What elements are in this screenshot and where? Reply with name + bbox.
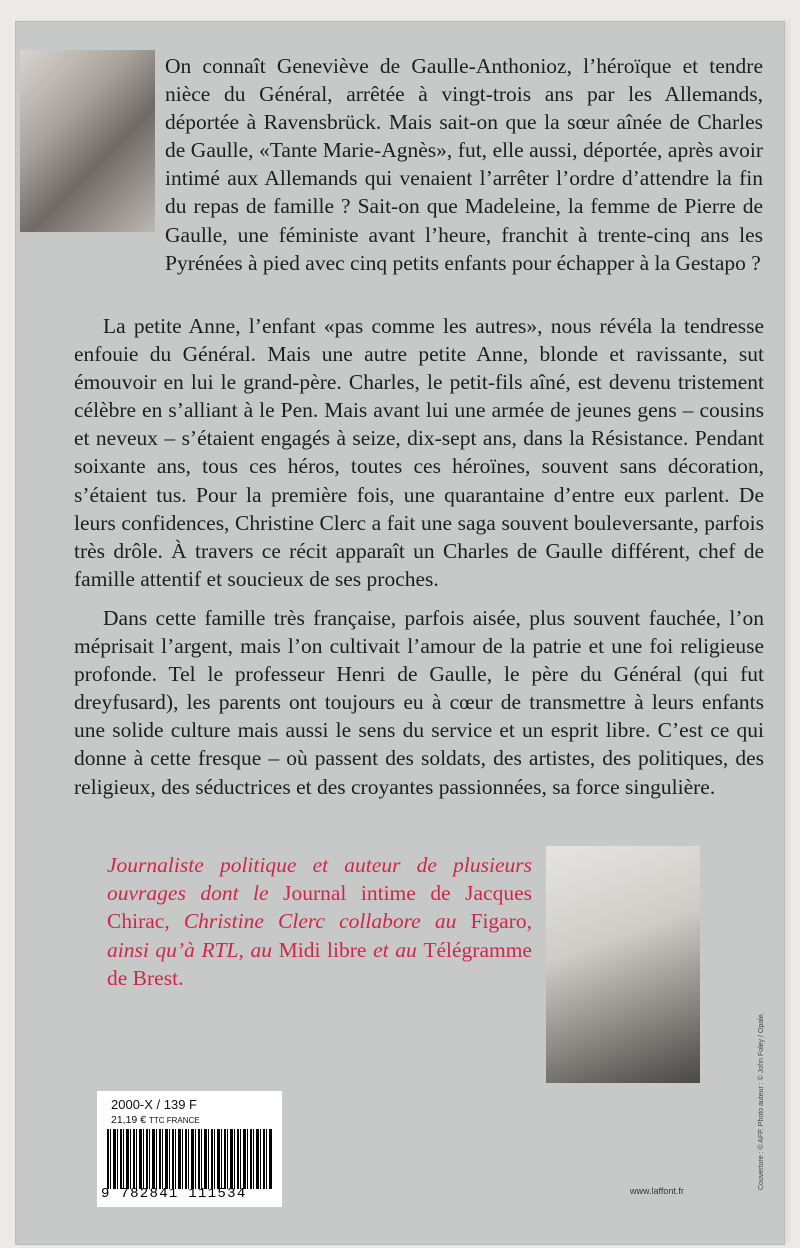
bio-text-6: Figaro [470,909,527,934]
euro-price-suffix: TTC FRANCE [148,1116,200,1125]
euro-price-value: 21,19 € [111,1114,147,1126]
paragraph-2: La petite Anne, l’enfant «pas comme les autres», nous révéla la tendresse enfouie du Général. Mais une autre petite Anne, blonde et ravissante, sut émouvoir en lui le grand-père. Charles, le petit-fils aîné, est devenu tristement célèbre en s’alliant à le Pen. Mais avant lui une armée de jeunes gens – cousins et neveux – s’étaient engagés à seize, dix-sept ans, dans la Résistance. Pendant soixante ans, tous ces héros, toutes ces héroïnes, souvent sans décoration, s’étaient tus. Pour la première fois, une quarantaine d’entre eux parlent. De leurs confidences, Christine Clerc a fait une saga souvent bouleversante, parfois très drôle. À travers ce récit apparaît un Charles de Gaulle différent, chef de famille attentif et soucieux de ses proches. [74,314,764,591]
bio-text-12: Brest [132,965,179,990]
bio-text-3: intime de [346,881,466,906]
price-code: 2000-X / 139 F [111,1097,197,1112]
photo-credits: Couverture : © AFP. Photo auteur : © John Foley / Opale. [758,1012,765,1190]
bio-text-9: et au [366,937,424,962]
author-photo [546,846,700,1083]
book-back-cover [16,22,784,1244]
bio-text-8: Midi libre [278,937,367,962]
price-euro [111,1114,200,1126]
bio-text-10: Télégramme [423,937,532,962]
barcode [107,1129,272,1189]
bio-text-5: , Christine Clerc collabore au [164,909,471,934]
paragraph-3: Dans cette famille très française, parfois aisée, plus souvent fauchée, l’on méprisait l’argent, mais l’on cultivait l’amour de la patrie et une foi religieuse profonde. Tel le professeur Henri de Gaulle, le père du Général (qui fut dreyfusard), les parents ont toujours eu à cœur de transmettre à leurs enfants une solide culture mais aussi le sens du service et un esprit libre. C’est ce qui donne à cette fresque – où passent des soldats, des artistes, des politiques, des religieux, des séductrices et des croyantes passionnées, sa force singulière. [74,606,764,799]
author-bio [107,851,532,992]
bio-text-4: Jacques Chirac [107,881,532,934]
bio-text-13: . [178,965,184,990]
bio-text-7: , ainsi qu’à RTL, au [107,909,532,962]
family-photo [20,50,155,232]
bio-text-2: Journal [283,881,347,906]
barcode-panel [97,1091,282,1207]
publisher-website: www.laffont.fr [630,1186,684,1196]
bio-text-1: Journaliste politique et auteur de plusieurs ouvrages dont le [107,853,532,906]
isbn-number: 9 782841 111534 [101,1186,247,1202]
bio-text-11: de [107,965,133,990]
paragraph-1: On connaît Geneviève de Gaulle-Anthonioz, l’héroïque et tendre nièce du Général, arrêtée à vingt-trois ans par les Allemands, déportée à Ravensbrück. Mais sait-on que la sœur aînée de Charles de Gaulle, «Tante Marie-Agnès», fut, elle aussi, déportée, après avoir intimé aux Allemands qui venaient l’arrêter l’ordre d’attendre la fin du repas de famille ? Sait-on que Madeleine, la femme de Pierre de Gaulle, une féministe avant l’heure, franchit à trente-cinq ans les Pyrénées à pied avec cinq petits enfants pour échapper à la Gestapo ? [165,54,763,275]
